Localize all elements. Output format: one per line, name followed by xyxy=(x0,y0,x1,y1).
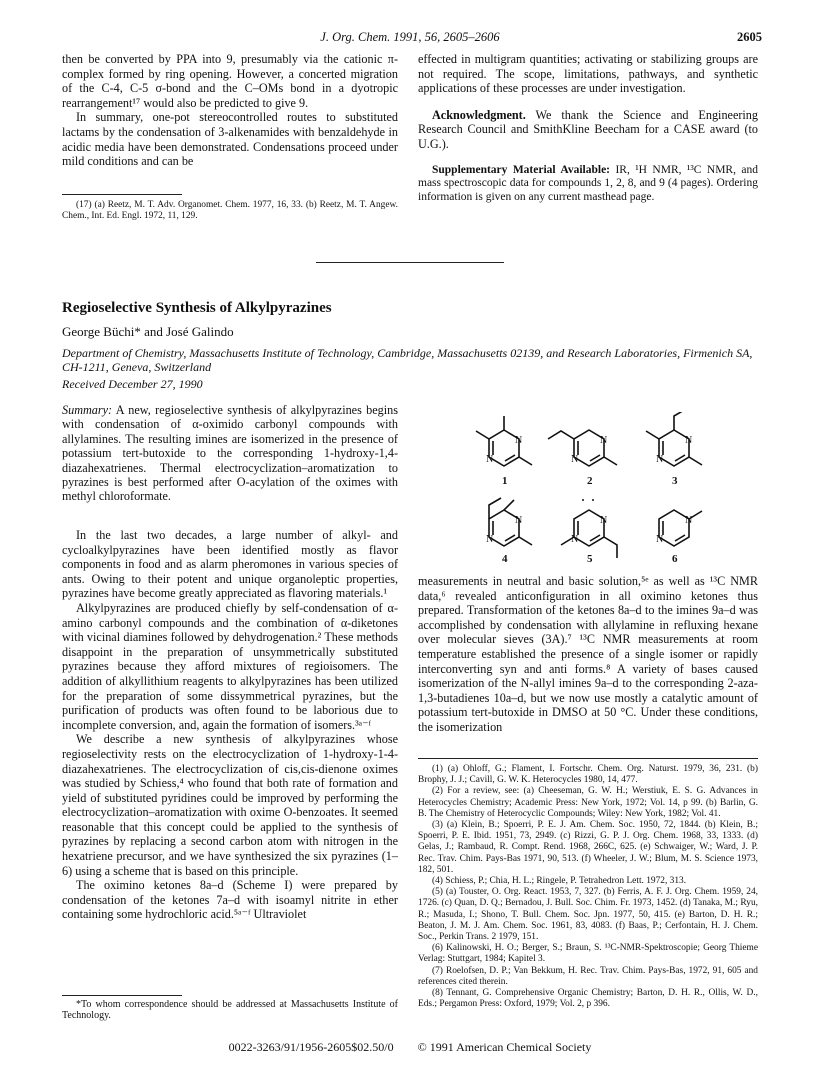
acknowledgment-label: Acknowledgment. xyxy=(432,107,526,122)
svg-text:N: N xyxy=(571,454,579,465)
acknowledgment-text: We thank the Science and Engineering Research Council and SmithKline Beecham for a CASE award (to U.G.). xyxy=(418,107,758,151)
summary-text: A new, regioselective synthesis of alkylpyrazines begins with condensation of α-oximido carbonyl compounds with allylamines. The resulting imines are isomerized in the presence of potassium tert-butoxide to the corresponding 1-hydroxy-1,4-diazahexatrienes. Thermal electrocyclization–aromatization to pyrazines is best performed after O-acylation of the oximes with methyl chloroformate. xyxy=(62,403,398,504)
supplementary-material xyxy=(418,164,758,205)
svg-text:N: N xyxy=(600,515,608,526)
acknowledgment xyxy=(418,108,758,152)
supplementary-text: IR, ¹H NMR, ¹³C NMR, and mass spectroscopic data for compounds 1, 2, 8, and 9 (4 pages). Ordering information is given on any current masthead page. xyxy=(418,163,758,204)
paragraph: In the last two decades, a large number of alkyl- and cycloalkylpyrazines have been identified mostly as flavor components in food and as alarm pheromones in various species of ants. Owing to their potent and unique organoleptic properties, pyrazines have become greatly appreciated as flavoring materials.¹ xyxy=(62,528,398,601)
reference: (1) (a) Ohloff, G.; Flament, I. Fortschr. Chem. Org. Naturst. 1979, 36, 231. (b) Brophy, J. J.; Cavill, G. W. K. Heterocycles 1980, 14, 477. xyxy=(418,764,758,786)
pyrazine-structures-figure xyxy=(474,412,734,564)
reference: (8) Tennant, G. Comprehensive Organic Chemistry; Barton, D. H. R., Ollis, W. D., Eds.; Pergamon Press: Oxford, 1979; Vol. 2, p 396. xyxy=(418,988,758,1010)
article-affiliation: Department of Chemistry, Massachusetts Institute of Technology, Cambridge, Massachusetts 02139, and Research Laboratories, Firmenich SA, CH-1211, Geneva, Switzerland xyxy=(62,346,753,374)
prev-article-footnote xyxy=(62,200,398,222)
structure-4 xyxy=(489,498,532,546)
references-list xyxy=(418,764,758,1010)
article-summary xyxy=(62,403,398,504)
journal-citation: J. Org. Chem. 1991, 56, 2605–2606 xyxy=(320,30,500,44)
svg-text:N: N xyxy=(600,435,608,446)
copyright: © 1991 American Chemical Society xyxy=(417,1040,592,1054)
reference: (5) (a) Touster, O. Org. React. 1953, 7, 327. (b) Ferris, A. F. J. Org. Chem. 1959, 24, 1726. (c) Quan, D. Q.; Bernadou, J. Bull. Soc. Chim. Fr. 1973, 1452. (d) Tanaka, M.; Ryu, R.; Masuda, I.; Shono, T. Bull. Chem. Soc. Jpn. 1977, 50, 415. (e) Barton, D. H. R.; Beaton, J. M. J. Am. Chem. Soc. 1961, 83, 4083. (f) Baas, P.; Cerfontain, H. J. Chem. Soc., Perkin Trans. 2 1979, 151. xyxy=(418,887,758,943)
paragraph: The oximino ketones 8a–d (Scheme I) were prepared by condensation of the ketones 7a–d with isoamyl nitrite in ether containing some hydrochloric acid.⁵ᵃ⁻ᶠ Ultraviolet xyxy=(62,878,398,922)
svg-text:N: N xyxy=(571,534,579,545)
svg-text:N: N xyxy=(656,454,664,465)
compound-label: 1 xyxy=(502,475,508,487)
structure-1 xyxy=(476,416,532,466)
prev-article-right-column xyxy=(418,52,758,205)
references-divider xyxy=(418,758,758,759)
article-code: 0022-3263/91/1956-2605$02.50/0 xyxy=(228,1040,394,1054)
footnote: (17) (a) Reetz, M. T. Adv. Organomet. Chem. 1977, 16, 33. (b) Reetz, M. T. Angew. Chem., Int. Ed. Engl. 1972, 11, 129. xyxy=(62,200,398,222)
paragraph: We describe a new synthesis of alkylpyrazines whose regioselectivity rests on the electrocyclization of 1-hydroxy-1-4-diazahexatrienes. The electrocyclization of cis,cis-dienone oximes was studied by Schiess,⁴ who found that both rate of formation and yield of substituted pyridines could be improved by performing the electrocyclization–aromatization with oxime O-benzoates. It seemed reasonable that this concept could be applied to the synthesis of pyrazines by replacing a second carbon atom with nitrogen in the hexatriene precursor, and we have synthesized the six pyrazines (1–6) using a scheme that is based on this principle. xyxy=(62,732,398,878)
svg-text:N: N xyxy=(515,435,523,446)
summary-label: Summary: xyxy=(62,403,113,417)
page-number: 2605 xyxy=(737,30,762,44)
paragraph: then be converted by PPA into 9, presumably via the cationic π-complex formed by ring opening. However, a concerted migration of the C-4, C-5 σ-bond and the C–OMs bond in a dyotropic rearrangement¹⁷ would also be predicted to give 9. xyxy=(62,52,398,110)
supplementary-label: Supplementary Material Available: xyxy=(432,163,611,176)
article-title: Regioselective Synthesis of Alkylpyrazines xyxy=(62,300,332,316)
article-left-column xyxy=(62,528,398,922)
received-date: Received December 27, 1990 xyxy=(62,377,203,391)
reference: (4) Schiess, P.; Chia, H. L.; Ringele, P. Tetrahedron Lett. 1972, 313. xyxy=(432,876,687,887)
reference: (7) Roelofsen, D. P.; Van Bekkum, H. Rec. Trav. Chim. Pays-Bas, 1972, 91, 605 and references cited therein. xyxy=(418,965,758,987)
paragraph: effected in multigram quantities; activating or stabilizing groups are not required. The scope, limitations, pathways, and synthetic applications of these processes are under investigation. xyxy=(418,52,758,96)
compound-label: 2 xyxy=(587,475,593,487)
paragraph: measurements in neutral and basic solution,⁵ᵉ as well as ¹³C NMR data,⁶ revealed anticonfiguration in all oximino ketones thus prepared. Transformation of the ketones 8a–d to the imines 9a–d was accomplished by condensation with allylamine in refluxing hexane over molecular sieves (3A).⁷ ¹³C NMR measurements at room temperature established the presence of a single isomer or rapidly interconverting syn and anti forms.⁸ A variety of bases caused isomerization of the N-allyl imines 9a–d to the corresponding 2-aza-1,3-butadienes 10a–d, but we now use mostly a catalytic amount of potassium tert-butoxide in DMSO at 50 °C. Under these conditions, the isomerization xyxy=(418,574,758,734)
paragraph: Alkylpyrazines are produced chiefly by self-condensation of α-amino carbonyl compounds and the combination of α-diketones with vicinal diamines followed by dehydrogenation.² These methods disappoint in the preparation of unsymmetrically substituted pyrazines because they afford mixtures of regioisomers. The addition of alkyllithium reagents to alkylpyrazines has been utilized for the preparation of some dissymmetrical pyrazines, but the purification of products was often found to be laborious due to incomplete conversion, and, again the formation of isomers.³ᵃ⁻ᶠ xyxy=(62,600,398,732)
reference: (6) Kalinowski, H. O.; Berger, S.; Braun, S. ¹³C-NMR-Spektroscopie; Georg Thieme Verlag: Stuttgart, 1984; Kapitel 3. xyxy=(418,943,758,965)
reference: (2) For a review, see: (a) Cheeseman, G. W. H.; Werstiuk, E. S. G. Advances in Heterocycles Chemistry; Academic Press: New York, 1972; Vol. 14, p 99. (b) Barlin, G. B. The Chemistry of Heterocyclic Compounds; Wiley: New York, 1982; Vol. 41. xyxy=(418,786,758,819)
structure-5 xyxy=(561,500,617,558)
svg-text:N: N xyxy=(685,435,693,446)
footnote-divider xyxy=(62,194,182,195)
svg-text:N: N xyxy=(486,454,494,465)
prev-article-left-column xyxy=(62,52,398,169)
reference: (3) (a) Klein, B.; Spoerri, P. E. J. Am. Chem. Soc. 1950, 72, 1844. (b) Klein, B.; Spoerri, P. E. Ibid. 1951, 73, 2949. (c) Rizzi, G. P. J. Org. Chem. 1968, 33, 1333. (d) Gelas, J.; Rambaud, R. Compt. Rend. 1968, 266C, 625. (e) Schwaiger, W.; Ward, J. P. Rec. Trav. Chim. Pays-Bas 1971, 90, 513. (f) Wheeler, J. W.; Blum, M. S. Science 1973, 182, 501. xyxy=(418,820,758,875)
structure-6 xyxy=(659,510,702,546)
correspondence-footnote xyxy=(62,999,398,1021)
article-authors: George Büchi* and José Galindo xyxy=(62,324,234,339)
compound-label: 5 xyxy=(587,553,593,564)
svg-text:N: N xyxy=(685,515,693,526)
svg-text:N: N xyxy=(515,515,523,526)
page-footer xyxy=(0,1040,820,1055)
article-separator xyxy=(316,262,504,263)
article-right-column xyxy=(418,574,758,735)
running-header xyxy=(0,30,820,45)
footnote-divider xyxy=(62,995,182,996)
compound-label: 4 xyxy=(502,553,508,564)
paragraph: In summary, one-pot stereocontrolled routes to substituted lactams by the condensation of 3-alkenamides with benzaldehyde in acidic media have been demonstrated. Condensations proceed under mild conditions and can be xyxy=(62,110,398,169)
structure-3 xyxy=(646,412,702,466)
compound-label: 3 xyxy=(672,475,678,487)
svg-text:N: N xyxy=(486,534,494,545)
svg-text:N: N xyxy=(656,534,664,545)
footnote: *To whom correspondence should be addressed at Massachusetts Institute of Technology. xyxy=(62,999,398,1022)
compound-label: 6 xyxy=(672,553,678,564)
